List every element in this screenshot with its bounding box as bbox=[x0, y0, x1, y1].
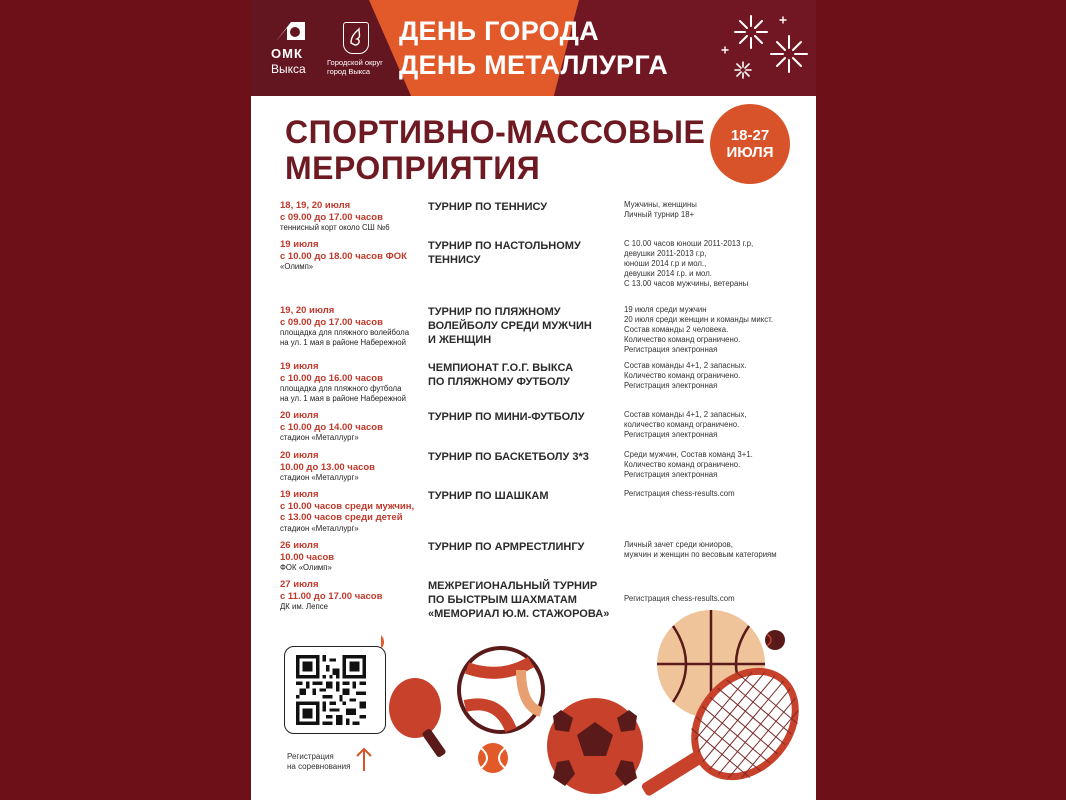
event-date: 19 июля bbox=[280, 361, 319, 372]
event-notes bbox=[624, 579, 814, 604]
event-title-line: ТУРНИР ПО АРМРЕСТЛИНГУ bbox=[428, 541, 585, 553]
event-title-line: ТУРНИР ПО ПЛЯЖНОМУ bbox=[428, 306, 561, 318]
event-time: с 13.00 часов среди детей bbox=[280, 512, 403, 523]
banner-title-line1: ДЕНЬ ГОРОДА bbox=[399, 16, 599, 46]
city-logo-line1: Городской округ bbox=[327, 58, 383, 67]
poster bbox=[251, 0, 816, 800]
event-title-line: ТУРНИР ПО ШАШКАМ bbox=[428, 490, 549, 502]
omk-logo-city: Выкса bbox=[271, 62, 306, 76]
arrow-up-icon bbox=[355, 746, 373, 772]
event-notes bbox=[624, 540, 814, 560]
qr-caption bbox=[287, 752, 350, 772]
event-when bbox=[280, 305, 430, 348]
event-when bbox=[280, 410, 430, 443]
event-date: 19 июля bbox=[280, 239, 319, 250]
event-time: с 10.00 до 14.00 часов bbox=[280, 421, 383, 433]
event-note-line: Состав команды 4+1, 2 запасных. bbox=[624, 361, 747, 370]
event-place: теннисный корт около СШ №6 bbox=[280, 223, 390, 232]
event-note-line: мужчин и женщин по весовым категориям bbox=[624, 550, 777, 559]
city-crest-icon bbox=[343, 22, 369, 54]
event-notes bbox=[624, 450, 814, 480]
city-logo-line2: город Выкса bbox=[327, 67, 371, 76]
qr-caption-line2: на соревнования bbox=[287, 762, 351, 771]
event-notes bbox=[624, 489, 814, 499]
event-title-line: ПО ПЛЯЖНОМУ ФУТБОЛУ bbox=[428, 376, 570, 388]
event-note-line: девушки 2014 г.р. и мол. bbox=[624, 269, 712, 278]
event-title-line: ЧЕМПИОНАТ Г.О.Г. ВЫКСА bbox=[428, 362, 574, 374]
event-note-line: Состав команды 2 человека. bbox=[624, 325, 729, 334]
event-title-line: ТЕННИСУ bbox=[428, 254, 481, 266]
event-title-line: ТУРНИР ПО МИНИ-ФУТБОЛУ bbox=[428, 411, 585, 423]
event-time: 10.00 часов bbox=[280, 551, 335, 563]
sports-equipment-illustration bbox=[381, 610, 816, 800]
event-notes bbox=[624, 200, 814, 220]
fireworks-icon bbox=[717, 10, 813, 86]
soccer-ball-icon bbox=[547, 698, 643, 794]
event-note-line: Регистрация электронная bbox=[624, 381, 718, 390]
event-title-line: МЕЖРЕГИОНАЛЬНЫЙ ТУРНИР bbox=[428, 580, 598, 592]
event-note-line: Регистрация электронная bbox=[624, 470, 718, 479]
event-title-line: ТУРНИР ПО БАСКЕТБОЛУ 3*3 bbox=[428, 451, 589, 463]
event-place: стадион «Металлург» bbox=[280, 473, 359, 482]
event-place: на ул. 1 мая в районе Набережной bbox=[280, 338, 406, 347]
event-title bbox=[428, 361, 628, 389]
event-note-line: количество команд ограничено. bbox=[624, 420, 740, 429]
event-notes bbox=[624, 305, 814, 355]
event-date: 26 июля bbox=[280, 540, 319, 551]
event-time: с 09.00 до 17.00 часов bbox=[280, 211, 383, 223]
small-ball-icon bbox=[765, 630, 785, 650]
event-title-line: ТУРНИР ПО НАСТОЛЬНОМУ bbox=[428, 240, 581, 252]
event-note-line: Среди мужчин, Состав команд 3+1. bbox=[624, 450, 753, 459]
event-note-line: Регистрация chess-results.com bbox=[624, 489, 735, 498]
ping-pong-paddle-icon bbox=[389, 678, 447, 758]
event-title bbox=[428, 450, 628, 464]
event-note-line: Личный турнир 18+ bbox=[624, 210, 695, 219]
event-place: «Олимп» bbox=[280, 262, 314, 271]
date-badge bbox=[710, 104, 790, 184]
event-place: стадион «Металлург» bbox=[280, 523, 359, 533]
event-title bbox=[428, 540, 628, 554]
event-title bbox=[428, 489, 628, 503]
header-banner bbox=[251, 0, 816, 96]
event-note-line: С 13.00 часов мужчины, ветераны bbox=[624, 279, 749, 288]
event-when bbox=[280, 450, 430, 483]
event-time: 10.00 до 13.00 часов bbox=[280, 461, 376, 473]
event-when bbox=[280, 200, 430, 233]
event-title-line: И ЖЕНЩИН bbox=[428, 334, 492, 346]
date-badge-range: 18-27 bbox=[730, 127, 770, 144]
event-note-line: Регистрация электронная bbox=[624, 430, 718, 439]
event-place: стадион «Металлург» bbox=[280, 433, 359, 442]
event-note-line: 19 июля среди мужчин bbox=[624, 305, 707, 314]
event-note-line: юноши 2014 г.р и мол., bbox=[624, 259, 707, 268]
event-title-line: ПО БЫСТРЫМ ШАХМАТАМ bbox=[428, 594, 577, 606]
omk-logo-text: ОМК bbox=[271, 46, 303, 61]
volleyball-icon bbox=[459, 648, 543, 732]
event-date: 20 июля bbox=[280, 410, 319, 421]
page-title-line1: СПОРТИВНО-МАССОВЫЕ bbox=[285, 114, 706, 150]
event-note-line: Мужчины, женщины bbox=[624, 200, 697, 209]
event-time: с 10.00 до 18.00 часов ФОК bbox=[280, 250, 407, 262]
event-place: площадка для пляжного волейбола bbox=[280, 328, 410, 337]
ping-pong-ball-icon bbox=[381, 633, 384, 651]
registration-qr-frame[interactable] bbox=[284, 646, 386, 734]
event-note-line: С 10.00 часов юноши 2011-2013 г.р, bbox=[624, 239, 754, 248]
event-note-line: девушки 2011-2013 г.р, bbox=[624, 249, 707, 258]
qr-caption-line1: Регистрация bbox=[287, 752, 334, 761]
event-time: с 10.00 часов среди мужчин, bbox=[280, 500, 415, 512]
event-title-line: ТУРНИР ПО ТЕННИСУ bbox=[428, 201, 548, 213]
qr-code-icon[interactable] bbox=[296, 655, 366, 725]
event-note-line: Количество команд ограничено. bbox=[624, 335, 741, 344]
event-note-line: Количество команд ограничено. bbox=[624, 460, 741, 469]
event-title-line: ВОЛЕЙБОЛУ СРЕДИ МУЖЧИН bbox=[428, 320, 592, 332]
event-title bbox=[428, 200, 628, 214]
event-when bbox=[280, 239, 430, 272]
event-time: с 10.00 до 16.00 часов bbox=[280, 372, 383, 384]
event-place: площадка для пляжного футбола bbox=[280, 384, 402, 393]
event-place: на ул. 1 мая в районе Набережной bbox=[280, 394, 406, 403]
omk-logo-icon bbox=[275, 20, 307, 42]
event-note-line: Регистрация электронная bbox=[624, 345, 718, 354]
event-notes bbox=[624, 410, 814, 440]
event-date: 18, 19, 20 июля bbox=[280, 200, 351, 211]
event-place: ФОК «Олимп» bbox=[280, 563, 332, 572]
event-note-line: Состав команды 4+1, 2 запасных, bbox=[624, 410, 747, 419]
event-notes bbox=[624, 239, 814, 289]
event-title-line: «МЕМОРИАЛ Ю.М. СТАЖОРОВА» bbox=[428, 608, 610, 620]
page-title-line2: МЕРОПРИЯТИЯ bbox=[285, 150, 541, 186]
event-when bbox=[280, 489, 440, 534]
event-notes bbox=[624, 361, 814, 391]
event-title bbox=[428, 239, 628, 267]
event-note-line: 20 июля среди женщин и команды микст. bbox=[624, 315, 774, 324]
banner-title bbox=[399, 14, 668, 82]
event-note-line: Количество команд ограничено. bbox=[624, 371, 741, 380]
event-note-line: Регистрация chess-results.com bbox=[624, 594, 735, 603]
event-when bbox=[280, 361, 430, 404]
banner-title-line2: ДЕНЬ МЕТАЛЛУРГА bbox=[399, 50, 669, 80]
city-district-logo bbox=[327, 22, 397, 82]
date-badge-month: ИЮЛЯ bbox=[726, 144, 774, 161]
event-time: с 11.00 до 17.00 часов bbox=[280, 590, 383, 602]
event-date: 27 июля bbox=[280, 579, 319, 590]
event-time: с 09.00 до 17.00 часов bbox=[280, 316, 383, 328]
tennis-ball-icon bbox=[478, 743, 508, 773]
event-note-line: Личный зачет среди юниоров, bbox=[624, 540, 733, 549]
event-date: 20 июля bbox=[280, 450, 319, 461]
event-date: 19, 20 июля bbox=[280, 305, 335, 316]
event-title bbox=[428, 305, 628, 347]
event-when bbox=[280, 540, 430, 573]
event-date: 19 июля bbox=[280, 489, 319, 500]
page-title bbox=[285, 114, 705, 186]
event-when bbox=[280, 579, 430, 612]
event-place: ДК им. Лепсе bbox=[280, 602, 328, 611]
omk-logo bbox=[271, 20, 311, 80]
event-title bbox=[428, 410, 628, 424]
